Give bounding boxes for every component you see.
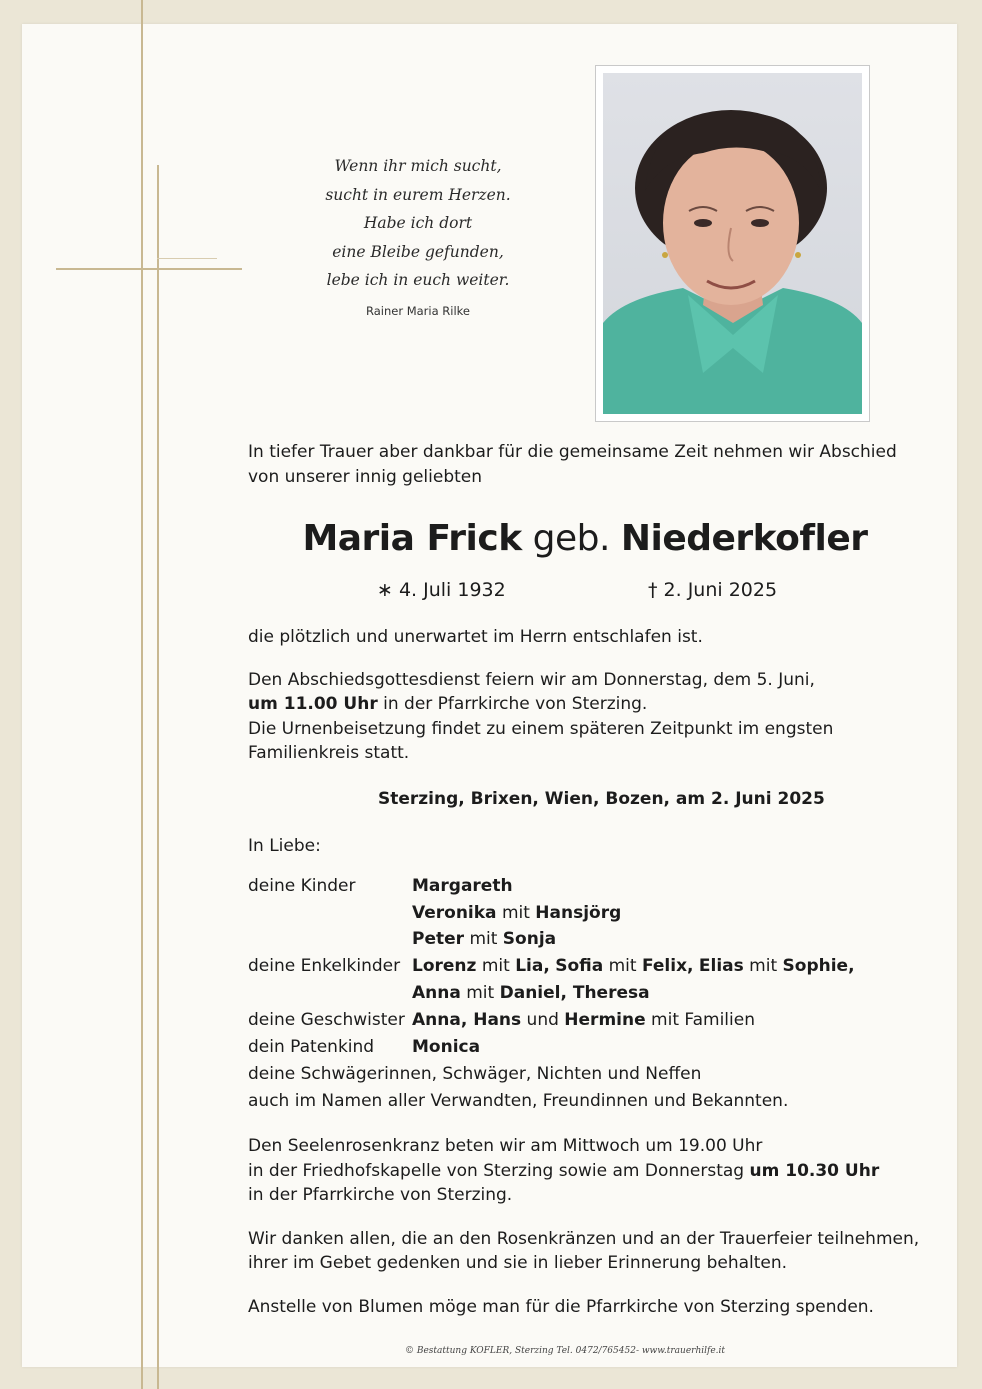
- grandchild-name: Elias: [698, 956, 744, 976]
- poem-line: eine Bleibe gefunden,: [332, 242, 504, 261]
- geb-label: geb.: [532, 518, 610, 559]
- rosary-time: um 10.30 Uhr: [749, 1161, 880, 1181]
- enkel-1: [412, 953, 855, 980]
- kinder-3: [412, 926, 556, 953]
- kinder-1: Margareth: [412, 876, 513, 896]
- service-line-2: [248, 692, 647, 717]
- passed-line: die plötzlich und unerwartet im Herrn entschlafen ist.: [248, 627, 703, 647]
- pate-label: dein Patenkind: [248, 1037, 375, 1057]
- portrait-frame: [595, 65, 870, 422]
- service-line-4: Familienkreis statt.: [248, 743, 410, 763]
- child-name: Veronika: [412, 903, 497, 923]
- cross-line-horizontal: [56, 268, 242, 270]
- service-time: um 11.00 Uhr: [248, 694, 378, 714]
- mit-word: mit: [608, 956, 637, 976]
- intro-line-1: In tiefer Trauer aber dankbar für die gemeinsame Zeit nehmen wir Abschied: [248, 442, 897, 462]
- grandchild-name: Lorenz: [412, 956, 477, 976]
- kinder-2: [412, 900, 621, 927]
- first-name: Maria Frick: [302, 518, 522, 559]
- grandchild-name: Anna: [412, 983, 461, 1003]
- poem-line: Habe ich dort: [363, 214, 473, 232]
- rosary-line-1: Den Seelenrosenkranz beten wir am Mittwoch um 19.00 Uhr: [248, 1136, 763, 1156]
- mit-familien: mit Familien: [651, 1010, 755, 1030]
- thanks-line-1: Wir danken allen, die an den Rosenkränzen und an der Trauerfeier teilnehmen,: [248, 1229, 920, 1249]
- service-line-3: Die Urnenbeisetzung findet zu einem späteren Zeitpunkt im engsten: [248, 719, 834, 739]
- mit-word: mit: [481, 956, 510, 976]
- poem-line: lebe ich in euch weiter.: [326, 271, 510, 289]
- partner-name: Sonja: [502, 929, 557, 949]
- intro-line-2: von unserer innig geliebten: [248, 467, 483, 487]
- partner-name: Felix,: [641, 956, 694, 976]
- death-date: † 2. Juni 2025: [648, 579, 778, 601]
- geschwister-label: deine Geschwister: [248, 1010, 405, 1030]
- birth-date: ∗ 4. Juli 1932: [377, 579, 506, 601]
- poem: [300, 152, 536, 295]
- mit-word: mit: [749, 956, 778, 976]
- partner-name: Sophie,: [782, 956, 855, 976]
- mit-word: mit: [469, 929, 498, 949]
- und-word: und: [526, 1010, 559, 1030]
- kinder-label: deine Kinder: [248, 876, 356, 896]
- pate-name: Monica: [412, 1037, 481, 1057]
- poem-line: sucht in eurem Herzen.: [325, 185, 511, 204]
- service-place: in der Pfarrkirche von Sterzing.: [377, 694, 648, 714]
- schwaeger-line: deine Schwägerinnen, Schwäger, Nichten und Neffen: [248, 1064, 702, 1084]
- rosary-line-2: [248, 1159, 879, 1184]
- enkel-2: [412, 980, 650, 1007]
- place-date: Sterzing, Brixen, Wien, Bozen, am 2. Juni 2025: [378, 789, 825, 809]
- geschwister-names: [412, 1007, 755, 1034]
- sibling-name: Hermine: [564, 1010, 646, 1030]
- maiden-name: Niederkofler: [620, 518, 868, 559]
- poem-line: Wenn ihr mich sucht,: [334, 157, 502, 175]
- cross-line-horizontal-inner: [157, 258, 217, 259]
- child-name: Peter: [412, 929, 465, 949]
- cross-line-vertical: [141, 0, 143, 1389]
- enkel-label: deine Enkelkinder: [248, 956, 401, 976]
- mit-word: mit: [466, 983, 495, 1003]
- partner-name: Daniel, Theresa: [499, 983, 650, 1003]
- thanks-line-2: ihrer im Gebet gedenken und sie in lieber Erinnerung behalten.: [248, 1253, 788, 1273]
- mit-word: mit: [501, 903, 530, 923]
- sibling-names: Anna, Hans: [412, 1010, 522, 1030]
- in-liebe: In Liebe:: [248, 836, 321, 856]
- partner-name: Lia,: [515, 956, 550, 976]
- deceased-name: [250, 515, 920, 563]
- partner-name: Hansjörg: [535, 903, 622, 923]
- footer-credit: © Bestattung KOFLER, Sterzing Tel. 0472/765452- www.trauerhilfe.it: [404, 1346, 726, 1356]
- rosary-line-3: in der Pfarrkirche von Sterzing.: [248, 1185, 513, 1205]
- service-line-1: Den Abschiedsgottesdienst feiern wir am Donnerstag, dem 5. Juni,: [248, 670, 815, 690]
- portrait-photo: [603, 73, 862, 414]
- poem-author: Rainer Maria Rilke: [365, 304, 471, 318]
- flowers-line: Anstelle von Blumen möge man für die Pfarrkirche von Sterzing spenden.: [248, 1297, 874, 1317]
- rosary-place: in der Friedhofskapelle von Sterzing sowie am Donnerstag: [248, 1161, 750, 1181]
- grandchild-name: Sofia: [555, 956, 604, 976]
- namen-line: auch im Namen aller Verwandten, Freundinnen und Bekannten.: [248, 1091, 789, 1111]
- portrait-illustration: [603, 73, 862, 414]
- cross-line-vertical-inner: [157, 165, 159, 1389]
